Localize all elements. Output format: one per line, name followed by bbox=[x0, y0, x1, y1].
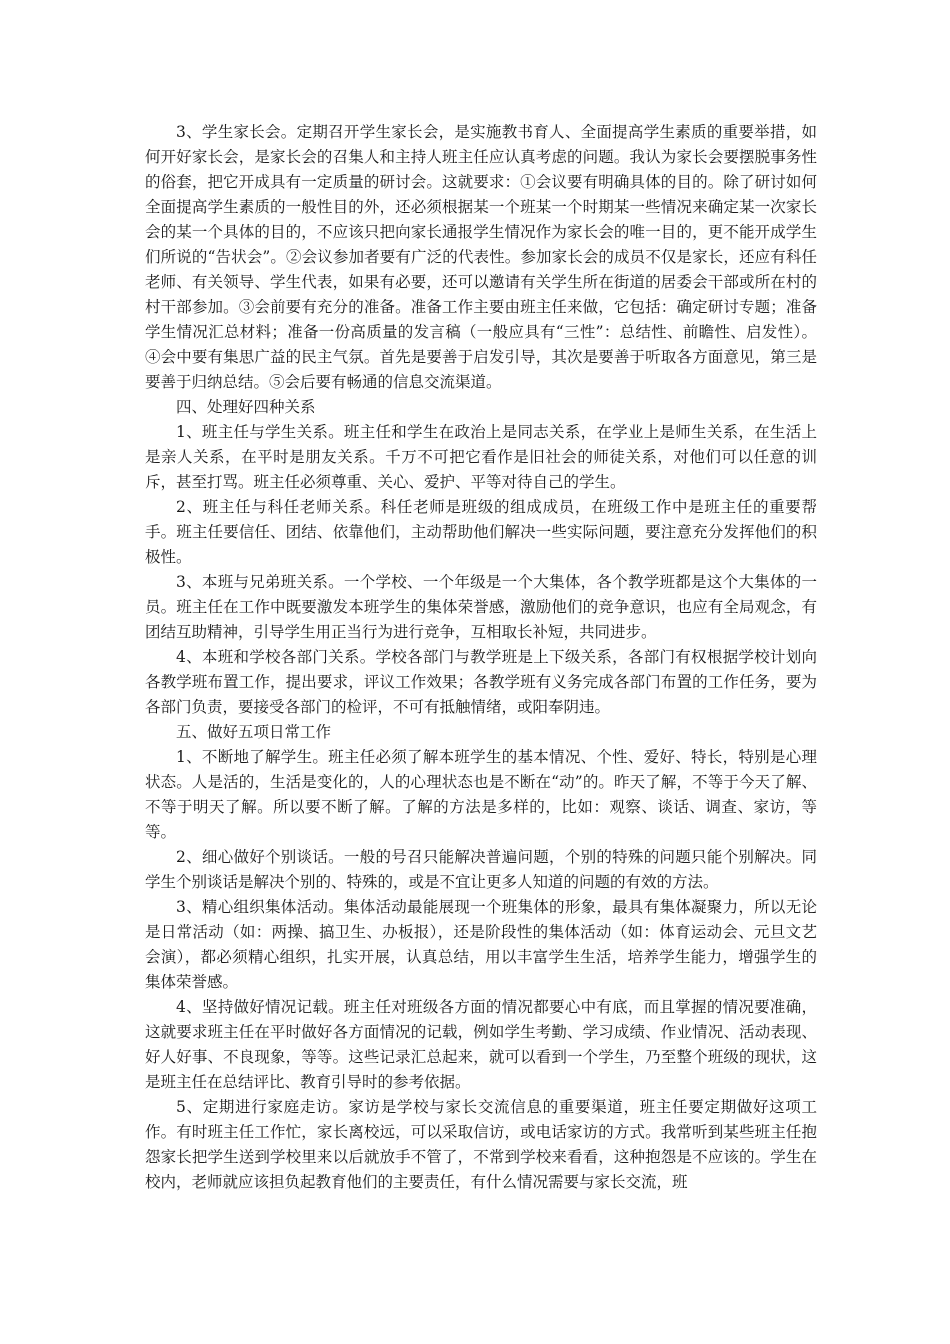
paragraph-home-visits: 5、定期进行家庭走访。家访是学校与家长交流信息的重要渠道，班主任要定期做好这项工作。有时班主任工作忙，家长离校远，可以采取信访，或电话家访的方式。我常听到某些班主任抱怨家长把学生送到学校里来以后就放手不管了，不常到学校来看看，这种抱怨是不应该的。学生在校内，老师就应该担负起教育他们的主要责任，有什么情况需要与家长交流，班 bbox=[145, 1098, 817, 1191]
paragraph-record-keeping: 4、坚持做好情况记载。班主任对班级各方面的情况都要心中有底，而且掌握的情况要准确，这就要求班主任在平时做好各方面情况的记载，例如学生考勤、学习成绩、作业情况、活动表现、好人好事、不良现象，等等。这些记录汇总起来，就可以看到一个学生，乃至整个班级的现状，这是班主任在总结评比、教育引导时的参考依据。 bbox=[145, 998, 817, 1091]
paragraph-understand-students: 1、不断地了解学生。班主任必须了解本班学生的基本情况、个性、爱好、特长，特别是心理状态。人是活的，生活是变化的，人的心理状态也是不断在“动”的。昨天了解，不等于今天了解、不等于明天了解。所以要不断了解。了解的方法是多样的，比如：观察、谈话、调查、家访，等等。 bbox=[145, 748, 817, 841]
document-page bbox=[145, 120, 817, 1195]
paragraph-class-sibling-classes: 3、本班与兄弟班关系。一个学校、一个年级是一个大集体，各个教学班都是这个大集体的一员。班主任在工作中既要激发本班学生的集体荣誉感，激励他们的竞争意识，也应有全局观念，有团结互助精神，引导学生用正当行为进行竞争，互相取长补短，共同进步。 bbox=[145, 573, 817, 641]
paragraph-individual-talks: 2、细心做好个别谈话。一般的号召只能解决普遍问题，个别的特殊的问题只能个别解决。同学生个别谈话是解决个别的、特殊的，或是不宜让更多人知道的问题的有效的方法。 bbox=[145, 848, 817, 891]
section-heading-five-tasks: 五、做好五项日常工作 bbox=[176, 723, 332, 741]
paragraph-parent-meeting: 3、学生家长会。定期召开学生家长会，是实施教书育人、全面提高学生素质的重要举措，如何开好家长会，是家长会的召集人和主持人班主任应认真考虑的问题。我认为家长会要摆脱事务性的俗套，把它开成具有一定质量的研讨会。这就要求：①会议要有明确具体的目的。除了研讨如何全面提高学生素质的一般性目的外，还必须根据某一个班某一个时期某一些情况来确定某一次家长会的某一个具体的目的，不应该只把向家长通报学生情况作为家长会的唯一目的，更不能开成学生们所说的“告状会”。②会议参加者要有广泛的代表性。参加家长会的成员不仅是家长，还应有科任老师、有关领导、学生代表，如果有必要，还可以邀请有关学生所在街道的居委会干部或所在村的村干部参加。③会前要有充分的准备。准备工作主要由班主任来做，它包括：确定研讨专题；准备学生情况汇总材料；准备一份高质量的发言稿（一般应具有“三性”：总结性、前瞻性、启发性）。④会中要有集思广益的民主气氛。首先是要善于启发引导，其次是要善于听取各方面意见，第三是要善于归纳总结。⑤会后要有畅通的信息交流渠道。 bbox=[145, 123, 817, 391]
paragraph-class-school-departments: 4、本班和学校各部门关系。学校各部门与教学班是上下级关系，各部门有权根据学校计划向各教学班布置工作，提出要求，评议工作效果；各教学班有义务完成各部门布置的工作任务，要为各部门负责，要接受各部门的检评，不可有抵触情绪，或阳奉阴违。 bbox=[145, 648, 817, 716]
section-heading-four-relations: 四、处理好四种关系 bbox=[176, 398, 316, 416]
paragraph-teacher-subject-teachers: 2、班主任与科任老师关系。科任老师是班级的组成成员，在班级工作中是班主任的重要帮手。班主任要信任、团结、依靠他们，主动帮助他们解决一些实际问题，要注意充分发挥他们的积极性。 bbox=[145, 498, 817, 566]
paragraph-teacher-student: 1、班主任与学生关系。班主任和学生在政治上是同志关系，在学业上是师生关系，在生活上是亲人关系，在平时是朋友关系。千万不可把它看作是旧社会的师徒关系，对他们可以任意的训斥，甚至打骂。班主任必须尊重、关心、爱护、平等对待自己的学生。 bbox=[145, 423, 817, 491]
paragraph-group-activities: 3、精心组织集体活动。集体活动最能展现一个班集体的形象，最具有集体凝聚力，所以无论是日常活动（如：两操、搞卫生、办板报），还是阶段性的集体活动（如：体育运动会、元旦文艺会演），都必须精心组织，扎实开展，认真总结，用以丰富学生生活，培养学生能力，增强学生的集体荣誉感。 bbox=[145, 898, 817, 991]
